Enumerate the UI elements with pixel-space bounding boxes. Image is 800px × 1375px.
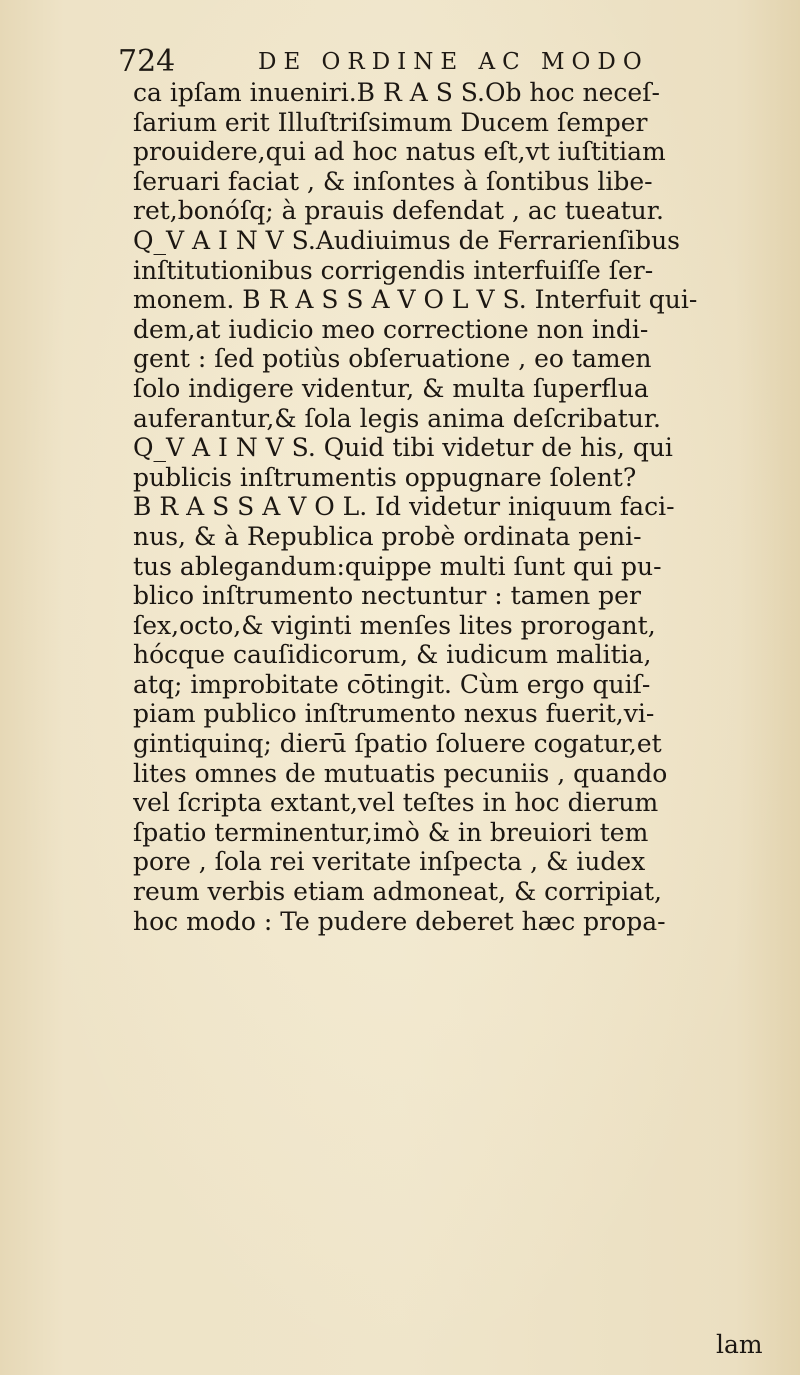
text-line: hoc modo : Te pudere deberet hæc propa- [133,906,666,936]
body-text [133,78,773,936]
text-line: prouidere,qui ad hoc natus eſt,vt iuſtitiam [133,137,666,167]
text-line: tus ablegandum:quippe multi ſunt qui pu- [133,551,662,581]
text-line: ſeruari faciat , & inſontes à ſontibus libe- [133,166,653,196]
text-line: gent : ſed potiùs obſeruatione , eo tamen [133,344,652,374]
text-line: pore , ſola rei veritate inſpecta , & iudex [133,847,646,877]
text-line: nus, & à Republica probè ordinata peni- [133,521,642,551]
text-line: hócque cauſidicorum, & iudicum malitia, [133,640,652,670]
text-line: blico inſtrumento nectuntur : tamen per [133,581,641,611]
catchword: lam [716,1330,763,1359]
running-title: DE ORDINE AC MODO [258,49,649,75]
text-line: ſpatio terminentur,imò & in breuiori tem [133,817,649,847]
text-line: ret,bonóſq; à prauis defendat , ac tueatur. [133,196,664,226]
text-line: gintiquinq; dierū ſpatio ſoluere cogatur,et [133,729,662,759]
text-line: vel ſcripta extant,vel teſtes in hoc dierum [133,788,659,818]
text-line: B R A S S A V O L. Id videtur iniquum faci- [133,492,675,522]
text-line: ſex,octo,& viginti menſes lites prorogant, [133,610,656,640]
text-line: ſarium erit Illuſtriſsimum Ducem ſemper [133,107,648,137]
text-line: inſtitutionibus corrigendis interfuiſſe ſer- [133,255,654,285]
text-line: ca ipſam inueniri.B R A S S.Ob hoc neceſ- [133,78,660,107]
text-line: monem. B R A S S A V O L V S. Interfuit qui- [133,285,698,315]
text-line: ſolo indigere videntur, & multa ſuperflua [133,373,649,403]
text-line: atq; improbitate cōtingit. Cùm ergo quiſ- [133,669,651,699]
text-line: Q_V A I N V S.Audiuimus de Ferrarienſibus [133,225,681,255]
text-line: publicis inſtrumentis oppugnare ſolent? [133,462,637,492]
text-line: piam publico inſtrumento nexus fuerit,vi- [133,699,655,729]
running-head [118,42,718,82]
page-number: 724 [118,44,176,79]
text-line: reum verbis etiam admoneat, & corripiat, [133,877,662,907]
text-line: Q_V A I N V S. Quid tibi videtur de his, qui [133,433,673,463]
text-line: auferantur,& ſola legis anima deſcribatur. [133,403,661,433]
text-line: lites omnes de mutuatis pecuniis , quando [133,758,668,788]
text-line: dem,at iudicio meo correctione non indi- [133,314,649,344]
